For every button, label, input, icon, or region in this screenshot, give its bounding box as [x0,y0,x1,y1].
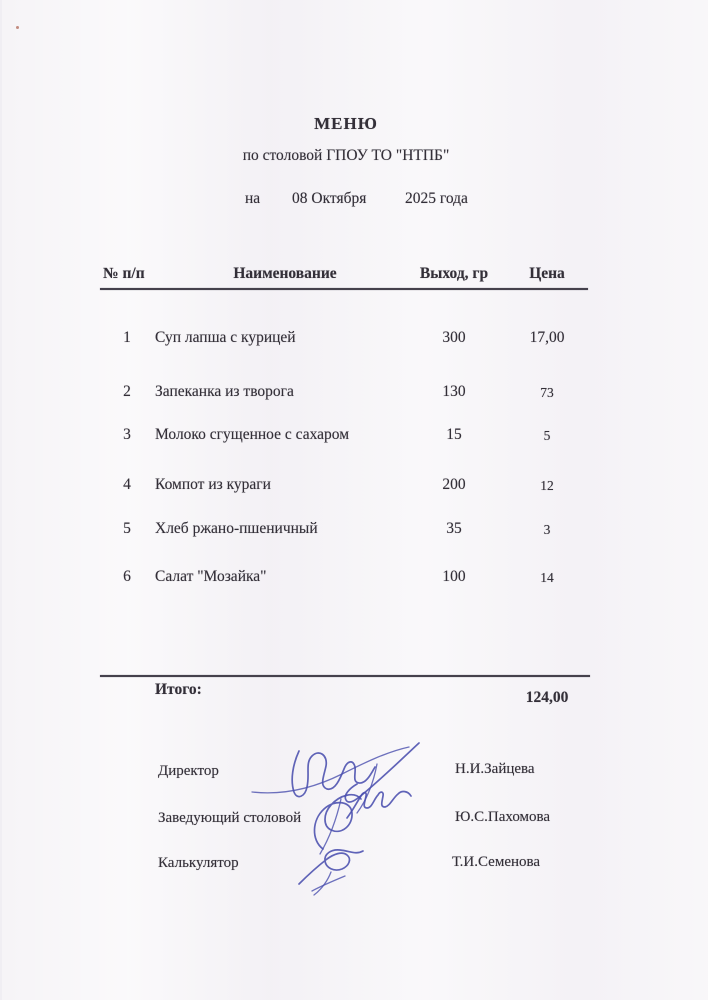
signature-role: Заведующий столовой [158,810,302,826]
row-name: Компот из кураги [155,476,271,493]
total-value: 124,00 [525,689,569,706]
row-output: 130 [442,383,466,400]
row-price: 17,00 [529,329,565,346]
table-row [0,426,708,448]
table-row [0,520,708,542]
column-header-price: Цена [529,265,565,282]
column-header-num: № п/п [103,265,145,282]
row-name: Молоко сгущенное с сахаром [155,426,350,443]
row-price: 12 [540,478,554,493]
row-price: 14 [540,570,554,585]
row-price: 73 [540,385,554,400]
row-num: 6 [123,568,131,585]
row-name: Хлеб ржано-пшеничный [155,520,318,537]
row-num: 1 [123,329,131,346]
table-row [0,329,708,351]
column-header-name: Наименование [233,265,337,282]
row-output: 100 [442,568,466,585]
signature-director-ink [252,743,419,813]
row-num: 2 [123,383,131,400]
row-name: Суп лапша с курицей [155,329,296,346]
row-output: 200 [442,476,466,493]
row-output: 15 [446,426,462,443]
row-num: 4 [123,476,131,493]
row-price: 5 [543,428,551,443]
signature-role: Калькулятор [158,855,239,871]
table-row [0,476,708,498]
date-value: 08 Октября [292,190,367,207]
row-output: 300 [442,329,466,346]
total-rule [100,675,590,677]
table-row [0,568,708,590]
signature-role: Директор [158,763,219,779]
signatory-name: Ю.С.Пахомова [455,809,551,825]
page-subtitle: по столовой ГПОУ ТО "НТПБ" [242,147,450,164]
table-row [0,383,708,405]
date-prefix: на [245,190,261,207]
row-output: 35 [446,520,462,537]
column-header-output: Выход, гр [419,265,489,282]
row-num: 3 [123,426,131,443]
total-label: Итого: [155,681,202,698]
row-num: 5 [123,520,131,537]
signature-manager-ink [314,792,411,854]
header-rule [100,288,588,290]
row-name: Салат "Мозайка" [155,568,267,585]
scan-speck [16,26,19,29]
signatory-name: Т.И.Семенова [452,854,541,870]
signature-calculator-ink [299,850,363,895]
row-price: 3 [543,522,551,537]
row-name: Запеканка из творога [155,383,294,400]
date-year: 2025 года [405,190,468,207]
page-title: МЕНЮ [314,114,378,133]
signatory-name: Н.И.Зайцева [455,761,535,777]
